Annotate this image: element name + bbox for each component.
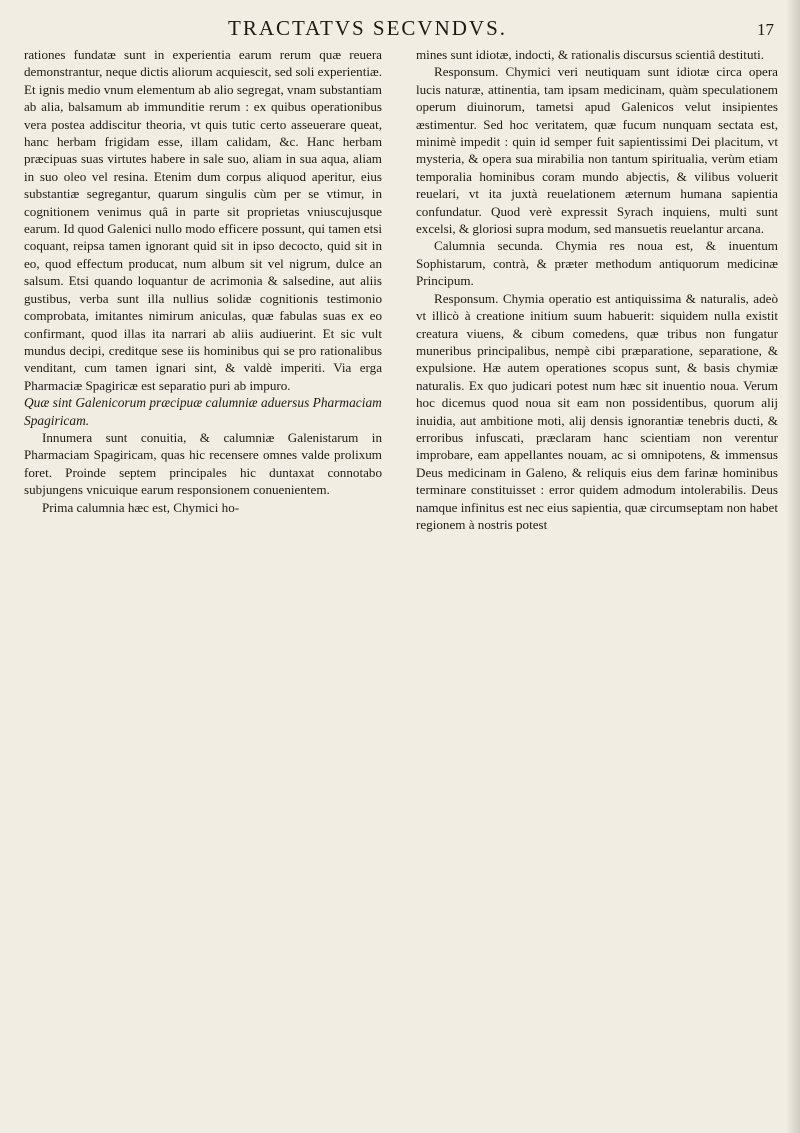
running-title: TRACTATVS SECVNDVS. [228,16,508,40]
paragraph-second-calumny: Calumnia secunda. Chymia res noua est, & inuentum Sophistarum, contrà, & præter methodum antiquorum medicinæ Principum. [416,238,778,289]
paragraph-first-calumny: Prima calumnia hæc est, Chymici ho- [42,499,240,515]
paragraph-response-second: Responsum. Chymia operatio est antiquissima & naturalis, adeò vt illicò à creatione initium suum habuerit: siquidem nulla existit creatura viuens, & cibum comedens, quæ tribus non fungatur muneribus principalibus, nempè cibi præparatione, separatione, & expulsione. Hæ autem operationes scopus sunt, & basis chymiæ naturalis. Ex quo judicari potest num hæc sit inuentio noua. Verum hoc dicemus quod noua sit eam non possidentibus, quorum alij inuidia, aut ambitione moti, alij densis ignorantiæ tenebris ducti, & erroribus infuscati, præclaram hanc scientiam non verentur improbare, eam appellantes nouam, ac si omnipotens, & immensus Deus medicinam in Galeno, & reliquis eius dem farinæ hominibus terminare constituisset : error quidem admodum intolerabilis. Deus namque infinitus est nec eius sapientia, quæ circumseptam non habet regionem à nostris potest [416,290,778,532]
right-column [416,46,778,533]
section-heading: Quæ sint Galenicorum præcipuæ calumniæ aduersus Pharmaciam Spagiricam. [24,395,382,428]
page-edge-shadow [786,0,800,1133]
left-column [24,46,382,516]
paragraph-intro: Innumera sunt conuitia, & calumniæ Galenistarum in Pharmaciam Spagiricam, quas hic recensere omnes valde prolixum foret. Proinde septem principales hic duntaxat connotabo subjungens vnicuique earum responsionem conuenientem. [24,429,382,498]
page-number: 17 [757,20,774,39]
running-head [0,16,800,46]
paragraph-continuation: rationes fundatæ sunt in experientia earum rerum quæ reuera demonstrantur, neque dictis aliorum acquiescit, sed soli experientiæ. Et ignis medio vnum elementum ab alio segregat, vnam substantiam ab alia, balsamum ab immunditie rerum : ex quibus operationibus vera postea addiscitur theoria, vt quis tutic certo asseuerare queat, hanc herbam frigidam esse, illam calidam, &c. Hanc herbam præcipuas suas virtutes habere in sale suo, aliam in sua aqua, aliam in suo oleo vel resina. Etenim dum corpus aliquod aperitur, eius substantiæ segregantur, quarum singulis cùm per se vtimur, in cognitionem venimus quâ in parte sit proprietas vniuscujusque earum. Id quod Galenici nullo modo efficere possunt, qui tamen etsi coquant, reipsa tamen ignorant quid sit in ipso decocto, quid sit in eo, quod effectum producat, num album sit vel nigrum, dulce an salsum. Etsi quando loquantur de acrimonia & salsedine, aut aliis gustibus, verba sunt illa nullius solidæ cognitionis testimonio comprobata, imitantes nimirum aniculas, quæ fabulas suas ex eo confirmant, quod illas ita narrari ab aliis audiuerint. Et sic vult mundus decipi, creditque sese iis hominibus qui se pro rationalibus venditant, cum tamen ignari sint, & valdè imperiti. Via erga Pharmaciæ Spagiricæ est separatio puri ab impuro. [24,47,383,393]
paragraph-response-first: Responsum. Chymici veri neutiquam sunt idiotæ circa opera lucis naturæ, attinentia, tam ipsam medicinam, quàm speculationem operum diuinorum, tametsi apud Galenicos velut insipientes æstimentur. Sed hoc veritatem, quæ fucum nunquam sectata est, minimè impedit : quin id semper fuit sapientissimi Dei placitum, vt mysteria, & opera sua mirabilia non tantum spiritualia, verùm etiam temporalia hominibus coram mundo abjectis, & vilibus voluerit reuelari, vt ita juxtà reuelationem æternum humana sapientia confundatur. Quod verè expressit Syrach inquiens, multi sunt excelsi, & gloriosi supra modum, sed mansuetis reuelantur arcana. [416,64,778,237]
paragraph-continuation-right: mines sunt idiotæ, indocti, & rationalis discursus scientiâ destituti. [416,47,765,62]
